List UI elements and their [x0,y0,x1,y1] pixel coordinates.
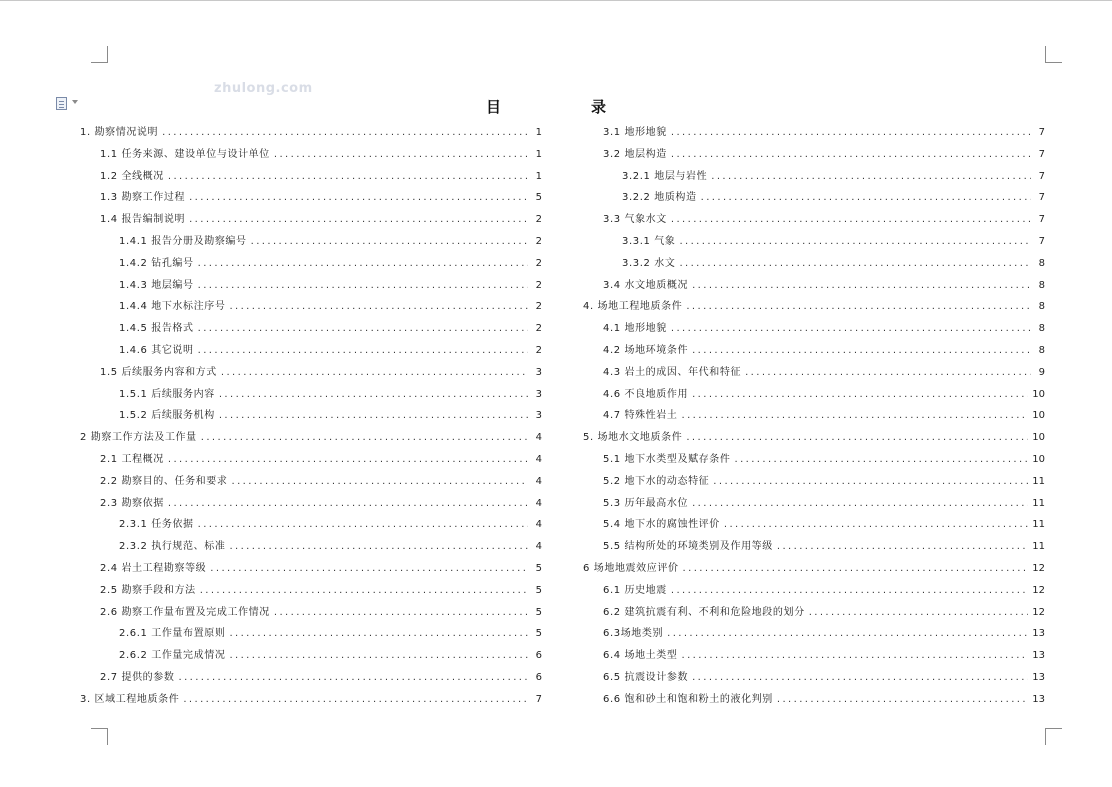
toc-entry-title: 6.5 抗震设计参数 [603,671,689,683]
toc-entry-title: 1.4.4 地下水标注序号 [119,301,226,313]
toc-page-number: 12 [1032,584,1045,596]
toc-dot-leader [274,144,528,166]
toc-entry-title: 2.6.1 工作量布置原则 [119,628,226,640]
toc-page-number: 1 [535,148,542,160]
toc-dot-leader [200,580,528,602]
toc-dot-leader [221,362,528,384]
toc-page-number: 7 [1038,127,1045,138]
toc-entry-title: 1.1 任务来源、建设单位与设计单位 [100,148,270,160]
toc-entry-title: 5.4 地下水的腐蚀性评价 [603,519,720,531]
toc-entry[interactable] [80,275,542,297]
toc-dot-leader [219,405,528,427]
toc-page-number: 13 [1032,671,1045,683]
toc-entry-title: 2.6 勘察工作量布置及完成工作情况 [100,606,270,618]
toc-dot-leader [692,275,1031,297]
toc-page-number: 2 [535,257,542,269]
toc-page-number: 10 [1032,432,1045,444]
toc-dot-leader [692,667,1028,689]
toc-entry-title: 6.2 建筑抗震有利、不利和危险地段的划分 [603,606,805,618]
toc-page-number: 9 [1038,366,1045,378]
toc-dot-leader [683,558,1029,580]
toc-entry[interactable] [80,231,542,253]
toc-entry[interactable] [80,623,542,645]
toc-entry-title: 3.3.2 水文 [622,257,676,269]
toc-page-number: 12 [1032,606,1045,618]
toc-entry-title: 4.6 不良地质作用 [603,388,689,400]
toc-page-number: 8 [1038,279,1045,291]
toc-dot-leader [679,231,1031,253]
toc-entry[interactable] [583,602,1045,624]
toc-page-number: 6 [535,671,542,683]
toc-entry[interactable] [80,667,542,689]
toc-page-number: 4 [535,432,542,444]
toc-dot-leader [701,187,1031,209]
toc-dot-leader [671,318,1031,340]
toc-dot-leader [231,471,528,493]
toc-entry[interactable] [583,144,1045,166]
toc-entry-title: 1.5.2 后续服务机构 [119,410,215,422]
toc-entry[interactable] [583,536,1045,558]
toc-entry-title: 1.5.1 后续服务内容 [119,388,215,400]
toc-entry[interactable] [80,645,542,667]
toc-page-number: 6 [535,650,542,662]
toc-entry[interactable] [583,689,1045,711]
toc-entry-title: 2.1 工程概况 [100,453,164,465]
toc-entry-title: 3.1 地形地貌 [603,127,667,138]
toc-entry-title: 5.1 地下水类型及赋存条件 [603,453,731,465]
toc-dot-leader [671,144,1031,166]
toc-entry[interactable] [583,405,1045,427]
toc-entry[interactable] [80,427,542,449]
toc-page-number: 11 [1032,519,1045,531]
toc-page-number: 4 [535,453,542,465]
toc-page-number: 3 [535,366,542,378]
toc-entry-title: 6 场地地震效应评价 [583,562,679,574]
toc-dot-leader [679,253,1031,275]
toc-entry-title: 1.3 勘察工作过程 [100,192,186,204]
toc-entry-title: 1. 勘察情况说明 [80,127,159,138]
toc-page-number: 7 [1038,192,1045,204]
toc-entry-title: 2.3.2 执行规范、标准 [119,541,226,553]
toc-entry[interactable] [80,471,542,493]
toc-entry[interactable] [583,362,1045,384]
toc-dot-leader [168,449,528,471]
toc-page-number: 2 [535,279,542,291]
toc-entry-title: 5. 场地水文地质条件 [583,432,683,444]
toc-entry[interactable] [583,514,1045,536]
toc-entry[interactable] [80,187,542,209]
toc-entry[interactable] [583,667,1045,689]
toc-entry-title: 3.2.1 地层与岩性 [622,170,708,182]
toc-entry[interactable] [80,209,542,231]
toc-dot-leader [713,471,1028,493]
toc-page-number: 8 [1038,301,1045,313]
toc-entry[interactable] [80,405,542,427]
toc-page-number: 2 [535,344,542,356]
toc-dot-leader [274,602,528,624]
toc-dot-leader [692,493,1028,515]
toc-entry-title: 1.4.6 其它说明 [119,344,194,356]
toc-dot-leader [681,645,1028,667]
toc-page-number: 8 [1038,257,1045,269]
toc-entry[interactable] [583,558,1045,580]
toc-entry-title: 4.1 地形地貌 [603,323,667,335]
toc-page-number: 7 [1038,235,1045,247]
toc-dot-leader [219,384,528,406]
toc-entry[interactable] [80,362,542,384]
toc-entry-title: 3.3.1 气象 [622,235,676,247]
toc-entry[interactable] [80,602,542,624]
toc-entry[interactable] [583,493,1045,515]
toc-dot-leader [229,645,528,667]
toc-entry-title: 2.5 勘察手段和方法 [100,584,196,596]
toc-entry[interactable] [80,166,542,188]
toc-entry-title: 3.3 气象水文 [603,214,667,226]
toc-entry-title: 1.5 后续服务内容和方式 [100,366,217,378]
toc-entry-title: 6.3场地类别 [603,628,664,640]
toc-page-number: 7 [1038,148,1045,160]
toc-entry-title: 2.7 提供的参数 [100,671,175,683]
toc-dot-leader [201,427,528,449]
toc-page-number: 5 [535,562,542,574]
toc-entry[interactable] [80,253,542,275]
toc-entry[interactable] [583,427,1045,449]
toc-entry-title: 2.6.2 工作量完成情况 [119,650,226,662]
toc-dot-leader [168,493,528,515]
toc-page-number: 13 [1032,628,1045,640]
toc-entry-title: 2.2 勘察目的、任务和要求 [100,475,228,487]
toc-dot-leader [711,166,1031,188]
toc-page-number: 4 [535,519,542,531]
toc-page-number: 7 [1038,170,1045,182]
toc-page-number: 2 [535,214,542,226]
toc-entry-title: 6.6 饱和砂土和饱和粉土的液化判别 [603,693,773,705]
toc-dot-leader [210,558,528,580]
toc-title: 目 录 [485,98,626,116]
toc-dot-leader [198,318,528,340]
toc-page-number: 5 [535,628,542,640]
toc-entry-title: 6.4 场地土类型 [603,650,678,662]
toc-entry[interactable] [583,318,1045,340]
toc-page-number: 1 [535,170,542,182]
toc-entry[interactable] [583,471,1045,493]
toc-dot-leader [745,362,1031,384]
toc-page-number: 5 [535,584,542,596]
toc-page-number: 11 [1032,475,1045,487]
toc-dot-leader [667,623,1028,645]
toc-entry[interactable] [80,580,542,602]
toc-dot-leader [809,602,1029,624]
toc-dot-leader [692,384,1028,406]
toc-entry-title: 3.2.2 地质构造 [622,192,697,204]
toc-entry-title: 1.4.5 报告格式 [119,323,194,335]
toc-entry[interactable] [583,623,1045,645]
toc-dot-leader [686,296,1031,318]
crop-mark-bottom-left [91,728,108,745]
crop-mark-top-left [91,46,108,63]
toc-entry-title: 2.3.1 任务依据 [119,519,194,531]
toc-page-number: 2 [535,235,542,247]
toc-entry[interactable] [583,580,1045,602]
toc-entry[interactable] [583,187,1045,209]
toc-entry[interactable] [583,231,1045,253]
toc-page-number: 4 [535,475,542,487]
toc-dot-leader [686,427,1028,449]
toc-entry[interactable] [583,384,1045,406]
toc-dot-leader [671,122,1031,144]
toc-entry[interactable] [583,166,1045,188]
toc-page-number: 2 [535,301,542,313]
toc-entry-title: 1.4.3 地层编号 [119,279,194,291]
watermark: zhulong.com [214,81,313,96]
toc-entry-title: 1.4 报告编制说明 [100,214,186,226]
toc-page-number: 3 [535,388,542,400]
toc-dot-leader [251,231,528,253]
toc-entry-title: 1.4.1 报告分册及勘察编号 [119,235,247,247]
toc-page-number: 5 [535,192,542,204]
toc-entry[interactable] [80,449,542,471]
toc-entry-title: 5.5 结构所处的环境类别及作用等级 [603,541,773,553]
crop-mark-top-right [1045,46,1062,63]
toc-right-column [583,122,1045,711]
toc-page-number: 13 [1032,693,1045,705]
toc-page-number: 10 [1032,388,1045,400]
toc-entry-title: 4.7 特殊性岩土 [603,410,678,422]
toc-dot-leader [189,209,528,231]
toc-entry[interactable] [583,340,1045,362]
toc-entry-title: 4. 场地工程地质条件 [583,301,683,313]
toc-entry[interactable] [80,384,542,406]
toc-entry[interactable] [583,275,1045,297]
toc-page-number: 11 [1032,541,1045,553]
toc-entry-title: 2.3 勘察依据 [100,497,164,509]
toc-dot-leader [724,514,1028,536]
toc-entry[interactable] [583,253,1045,275]
toc-entry[interactable] [80,536,542,558]
toc-dot-leader [168,166,528,188]
toc-dot-leader [671,209,1031,231]
toc-entry[interactable] [80,493,542,515]
toc-dot-leader [178,667,528,689]
toc-page-number: 11 [1032,497,1045,509]
toc-entry-title: 3.2 地层构造 [603,148,667,160]
toc-dot-leader [734,449,1028,471]
toc-entry[interactable] [80,144,542,166]
toc-page-number: 8 [1038,323,1045,335]
toc-entry-title: 5.2 地下水的动态特征 [603,475,710,487]
toc-dot-leader [198,340,528,362]
toc-dot-leader [189,187,528,209]
toc-entry[interactable] [80,318,542,340]
toc-dot-leader [681,405,1028,427]
toc-entry-title: 2 勘察工作方法及工作量 [80,432,197,444]
toc-page-number: 3 [535,410,542,422]
toc-page-number: 5 [535,606,542,618]
toc-left-column [80,122,542,711]
toc-dot-leader [671,580,1028,602]
toc-entry-title: 3. 区域工程地质条件 [80,693,180,705]
toc-page-number: 8 [1038,344,1045,356]
toc-page-number: 2 [535,323,542,335]
toc-dot-leader [777,536,1028,558]
toc-entry[interactable] [583,296,1045,318]
toc-entry[interactable] [80,558,542,580]
toc-page-number: 10 [1032,410,1045,422]
toc-entry[interactable] [583,645,1045,667]
toc-entry[interactable] [80,296,542,318]
toc-dot-leader [162,122,528,144]
toc-page-number: 1 [535,127,542,138]
crop-mark-bottom-right [1045,728,1062,745]
toc-dot-leader [198,514,528,536]
toc-page-number: 7 [1038,214,1045,226]
toc-entry[interactable] [583,449,1045,471]
toc-entry-title: 2.4 岩土工程勘察等级 [100,562,207,574]
toc-page-number: 7 [535,693,542,705]
toc-dot-leader [229,296,528,318]
toc-entry-title: 5.3 历年最高水位 [603,497,689,509]
toc-dot-leader [229,536,528,558]
toc-entry[interactable] [80,340,542,362]
toc-dot-leader [183,689,528,711]
toc-dot-leader [229,623,528,645]
toc-entry-title: 1.4.2 钻孔编号 [119,257,194,269]
toc-entry-title: 6.1 历史地震 [603,584,667,596]
toc-entry[interactable] [583,209,1045,231]
toc-entry-title: 1.2 全线概况 [100,170,164,182]
toc-entry-title: 4.2 场地环境条件 [603,344,689,356]
toc-page-number: 10 [1032,453,1045,465]
toc-page-number: 4 [535,541,542,553]
toc-page-number: 4 [535,497,542,509]
toc-entry-title: 4.3 岩土的成因、年代和特征 [603,366,742,378]
toc-page-number: 12 [1032,562,1045,574]
toc-dot-leader [777,689,1028,711]
toc-dot-leader [198,275,528,297]
toc-entry[interactable] [80,514,542,536]
toc-entry[interactable] [80,122,542,144]
toc-entry[interactable] [583,122,1045,144]
toc-dot-leader [692,340,1031,362]
toc-dot-leader [198,253,528,275]
toc-page-number: 13 [1032,650,1045,662]
toc-entry[interactable] [80,689,542,711]
toc-entry-title: 3.4 水文地质概况 [603,279,689,291]
